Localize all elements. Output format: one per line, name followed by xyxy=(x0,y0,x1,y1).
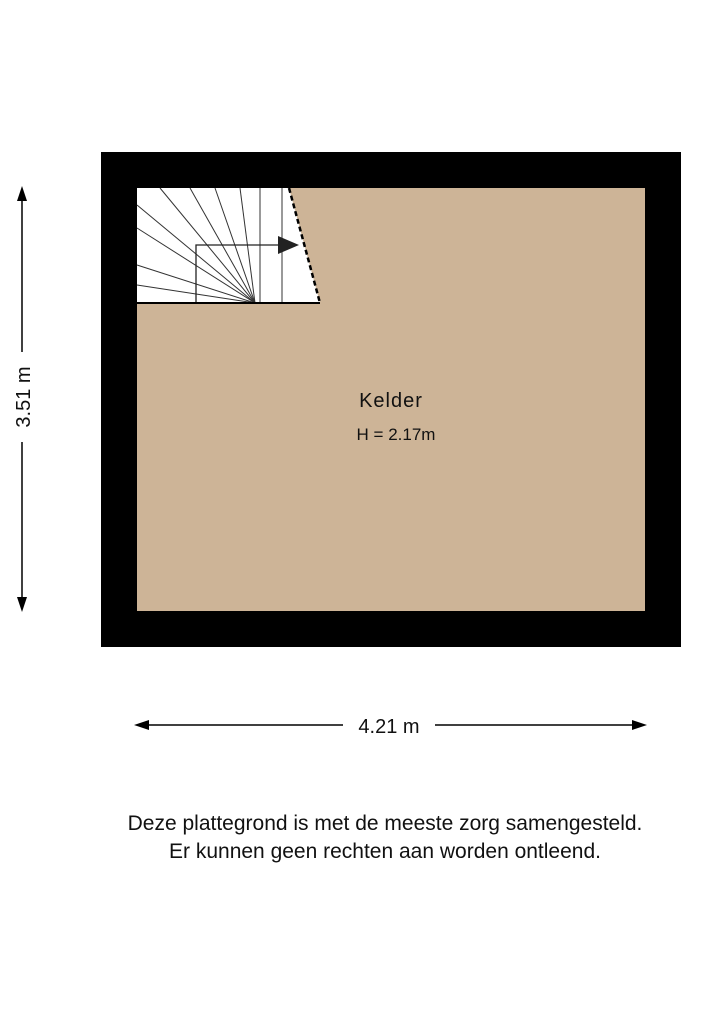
staircase xyxy=(137,188,320,303)
arrow-left-icon xyxy=(134,720,149,730)
disclaimer-line-1: Deze plattegrond is met de meeste zorg samengesteld. xyxy=(127,812,643,835)
width-dimension-label: 4.21 m xyxy=(358,716,420,738)
room-name: Kelder xyxy=(359,390,423,412)
arrow-up-icon xyxy=(17,186,27,201)
height-dimension xyxy=(13,186,35,612)
room-height: H = 2.17m xyxy=(356,425,436,444)
disclaimer-line-2: Er kunnen geen rechten aan worden ontleend. xyxy=(169,840,601,863)
disclaimer xyxy=(0,810,720,866)
arrow-down-icon xyxy=(17,597,27,612)
width-dimension xyxy=(134,716,647,738)
arrow-right-icon xyxy=(632,720,647,730)
height-dimension-label: 3.51 m xyxy=(13,366,35,428)
